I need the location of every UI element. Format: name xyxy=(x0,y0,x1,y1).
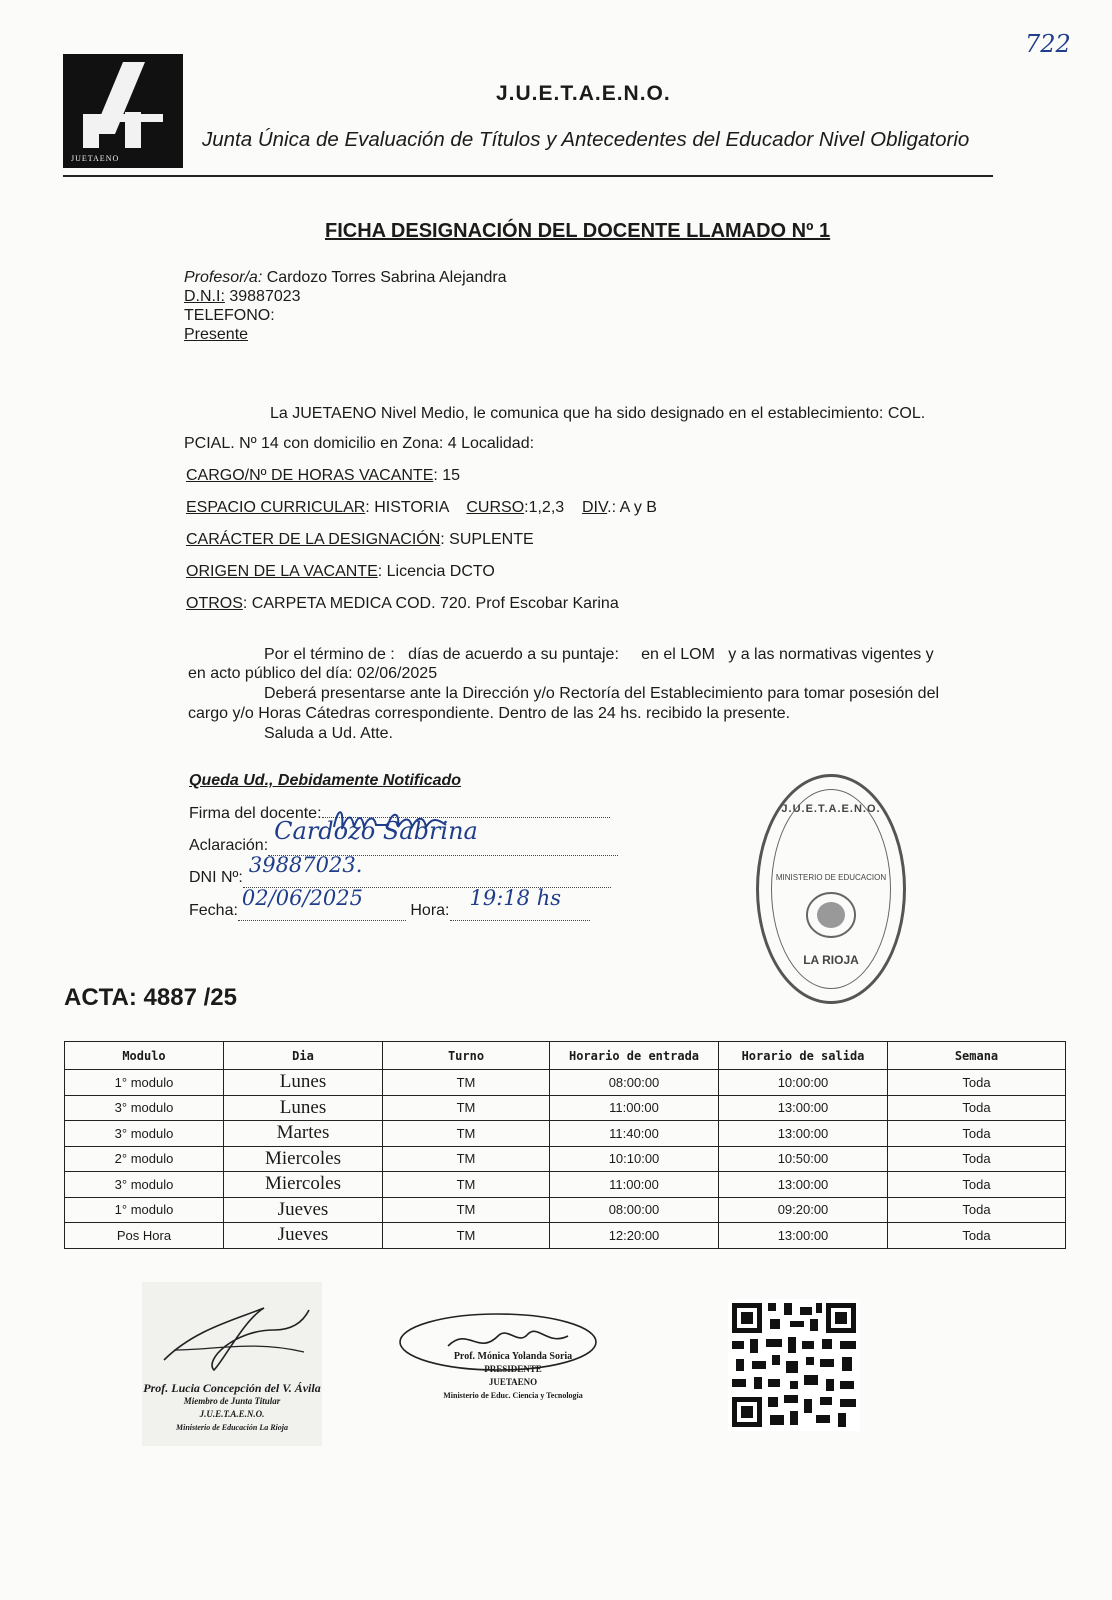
table-row xyxy=(65,1172,1066,1198)
qr-code-icon xyxy=(728,1299,860,1431)
cell-semana: Toda xyxy=(888,1146,1066,1172)
col-header-salida: Horario de salida xyxy=(719,1042,888,1070)
col-header-turno: Turno xyxy=(383,1042,550,1070)
otros-value: : CARPETA MEDICA COD. 720. Prof Escobar Karina xyxy=(242,595,619,612)
cell-turno: TM xyxy=(383,1070,550,1096)
notification-heading: Queda Ud., Debidamente Notificado xyxy=(189,772,462,789)
stamp-bottom-text: LA RIOJA xyxy=(803,953,859,967)
cell-turno: TM xyxy=(383,1146,550,1172)
cell-dia: Jueves xyxy=(224,1197,383,1223)
presente-label: Presente xyxy=(184,326,249,343)
hora-handwritten: 19:18 hs xyxy=(469,886,561,910)
logo-mark-icon xyxy=(63,54,183,168)
cell-dia: Miercoles xyxy=(224,1172,383,1198)
origen-value: : Licencia DCTO xyxy=(377,563,495,580)
cell-entrada: 12:20:00 xyxy=(550,1223,719,1249)
otros-label: OTROS xyxy=(186,595,243,612)
caracter-label: CARÁCTER DE LA DESIGNACIÓN xyxy=(186,531,441,548)
cargo-label: CARGO/Nº DE HORAS VACANTE xyxy=(186,467,434,484)
cell-turno: TM xyxy=(383,1121,550,1147)
cell-semana: Toda xyxy=(888,1223,1066,1249)
cell-modulo: 3° modulo xyxy=(65,1121,224,1147)
col-header-modulo: Modulo xyxy=(65,1042,224,1070)
signature-middle-org: JUETAENO xyxy=(488,1377,538,1387)
stamp-middle-text: MINISTERIO DE EDUCACION xyxy=(775,873,887,882)
espacio-label: ESPACIO CURRICULAR xyxy=(186,499,366,516)
signature-left-role: Miembro de Junta Titular xyxy=(183,1396,281,1406)
cell-salida: 10:50:00 xyxy=(719,1146,888,1172)
term-paragraph-line-2: en acto público del día: 02/06/2025 xyxy=(188,665,438,682)
otros-row xyxy=(186,594,619,613)
term-paragraph-line-1: Por el término de : días de acuerdo a su puntaje: en el LOM y a las normativas vigentes y xyxy=(264,646,934,663)
dni-notification-line xyxy=(243,853,611,888)
cell-salida: 13:00:00 xyxy=(719,1095,888,1121)
dni-value: 39887023 xyxy=(229,288,301,305)
table-header-row xyxy=(65,1042,1066,1070)
cell-turno: TM xyxy=(383,1197,550,1223)
origen-row xyxy=(186,562,495,581)
firma-label: Firma del docente: xyxy=(189,805,322,822)
cell-entrada: 08:00:00 xyxy=(550,1070,719,1096)
signature-left-scribble-icon xyxy=(154,1290,314,1380)
signature-middle-role: PRESIDENTE xyxy=(484,1364,542,1374)
hora-label: Hora: xyxy=(410,902,450,919)
official-stamp xyxy=(756,774,906,1004)
intro-line-2: PCIAL. Nº 14 con domicilio en Zona: 4 Localidad: xyxy=(184,435,535,452)
signature-left xyxy=(142,1282,322,1446)
cell-dia: Lunes xyxy=(224,1095,383,1121)
recipient-block xyxy=(184,268,507,344)
cell-modulo: Pos Hora xyxy=(65,1223,224,1249)
dni-notification-row xyxy=(189,853,611,888)
cell-entrada: 11:00:00 xyxy=(550,1095,719,1121)
cell-dia: Miercoles xyxy=(224,1146,383,1172)
profesor-value: Cardozo Torres Sabrina Alejandra xyxy=(266,269,507,286)
cell-salida: 13:00:00 xyxy=(719,1223,888,1249)
aclaracion-handwritten: Cardozo Sabrina xyxy=(274,817,478,845)
cell-semana: Toda xyxy=(888,1095,1066,1121)
dni-handwritten: 39887023. xyxy=(248,853,363,877)
curso-label: CURSO xyxy=(466,499,525,516)
cell-modulo: 3° modulo xyxy=(65,1095,224,1121)
origen-label: ORIGEN DE LA VACANTE xyxy=(186,563,378,580)
table-row xyxy=(65,1095,1066,1121)
acta-number: ACTA: 4887 /25 xyxy=(64,984,237,1011)
cell-entrada: 08:00:00 xyxy=(550,1197,719,1223)
cell-modulo: 2° modulo xyxy=(65,1146,224,1172)
header-divider xyxy=(63,175,993,177)
div-value: .: A y B xyxy=(607,499,657,516)
fecha-handwritten: 02/06/2025 xyxy=(241,886,363,910)
cell-turno: TM xyxy=(383,1172,550,1198)
table-row xyxy=(65,1223,1066,1249)
div-label: DIV xyxy=(581,499,608,516)
cell-semana: Toda xyxy=(888,1172,1066,1198)
corner-handwritten-number: 722 xyxy=(1025,30,1071,58)
logo-caption: JUETAENO xyxy=(71,154,120,163)
org-full-name: Junta Única de Evaluación de Títulos y Antecedentes del Educador Nivel Obligatorio xyxy=(202,128,970,151)
cell-turno: TM xyxy=(383,1095,550,1121)
espacio-value: : HISTORIA xyxy=(365,499,449,516)
cell-modulo: 1° modulo xyxy=(65,1197,224,1223)
cell-semana: Toda xyxy=(888,1197,1066,1223)
signature-left-name: Prof. Lucia Concepción del V. Ávila xyxy=(143,1381,321,1395)
cell-salida: 09:20:00 xyxy=(719,1197,888,1223)
table-row xyxy=(65,1121,1066,1147)
curso-value: :1,2,3 xyxy=(524,499,565,516)
signature-middle xyxy=(398,1306,608,1426)
hora-line xyxy=(450,886,590,921)
cell-dia: Martes xyxy=(224,1121,383,1147)
caracter-value: : SUPLENTE xyxy=(440,531,534,548)
dni-label: D.N.I: xyxy=(184,288,225,305)
schedule-table xyxy=(64,1041,1066,1249)
present-paragraph-line-2: cargo y/o Horas Cátedras correspondiente. Dentro de las 24 hs. recibido la presente. xyxy=(188,705,791,722)
present-paragraph-line-1: Deberá presentarse ante la Dirección y/o Rectoría del Establecimiento para tomar posesión del xyxy=(264,685,940,702)
cell-salida: 13:00:00 xyxy=(719,1172,888,1198)
cell-entrada: 11:00:00 xyxy=(550,1172,719,1198)
cell-modulo: 3° modulo xyxy=(65,1172,224,1198)
signature-left-ministry: Ministerio de Educación La Rioja xyxy=(175,1423,288,1432)
fecha-hora-row xyxy=(189,886,590,921)
cell-dia: Jueves xyxy=(224,1223,383,1249)
fecha-line xyxy=(238,886,406,921)
aclaracion-label: Aclaración: xyxy=(189,837,269,854)
cell-modulo: 1° modulo xyxy=(65,1070,224,1096)
col-header-entrada: Horario de entrada xyxy=(550,1042,719,1070)
signature-middle-ministry: Ministerio de Educ. Ciencia y Tecnología xyxy=(443,1391,583,1400)
table-row xyxy=(65,1197,1066,1223)
stamp-top-text: J.U.E.T.A.E.N.O. xyxy=(781,803,881,815)
telefono-label: TELEFONO: xyxy=(184,307,275,324)
table-row xyxy=(65,1070,1066,1096)
table-row xyxy=(65,1146,1066,1172)
cell-dia: Lunes xyxy=(224,1070,383,1096)
cell-semana: Toda xyxy=(888,1121,1066,1147)
profesor-label: Profesor/a: xyxy=(184,269,263,286)
cell-salida: 13:00:00 xyxy=(719,1121,888,1147)
cell-salida: 10:00:00 xyxy=(719,1070,888,1096)
org-abbreviation: J.U.E.T.A.E.N.O. xyxy=(496,82,671,105)
signature-middle-name: Prof. Mónica Yolanda Soria xyxy=(453,1351,573,1362)
coat-of-arms-icon xyxy=(801,889,861,941)
espacio-row xyxy=(186,498,657,517)
col-header-semana: Semana xyxy=(888,1042,1066,1070)
closing-salutation: Saluda a Ud. Atte. xyxy=(264,725,393,742)
dni-notification-label: DNI Nº: xyxy=(189,869,243,886)
cargo-row xyxy=(186,466,460,485)
cell-entrada: 11:40:00 xyxy=(550,1121,719,1147)
signature-left-org: J.U.E.T.A.E.N.O. xyxy=(199,1409,265,1419)
document-title: FICHA DESIGNACIÓN DEL DOCENTE LLAMADO Nº 1 xyxy=(325,220,831,242)
cell-turno: TM xyxy=(383,1223,550,1249)
intro-line-1: La JUETAENO Nivel Medio, le comunica que ha sido designado en el establecimiento: COL. xyxy=(270,405,926,422)
col-header-dia: Dia xyxy=(224,1042,383,1070)
cell-semana: Toda xyxy=(888,1070,1066,1096)
juetaeno-logo xyxy=(63,54,183,168)
fecha-label: Fecha: xyxy=(189,902,238,919)
caracter-row xyxy=(186,530,534,549)
cargo-value: : 15 xyxy=(433,467,461,484)
cell-entrada: 10:10:00 xyxy=(550,1146,719,1172)
